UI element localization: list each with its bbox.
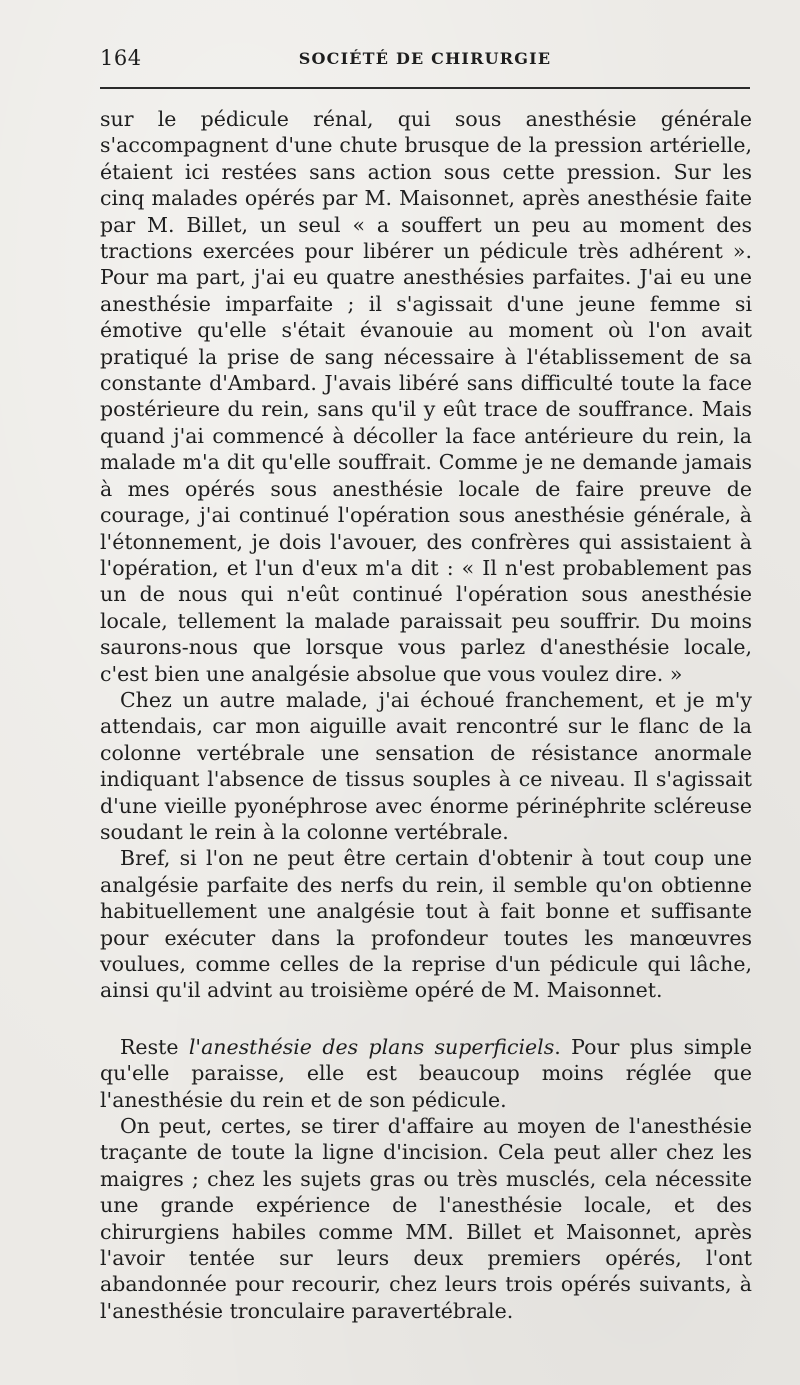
running-title: SOCIÉTÉ DE CHIRURGIE [298,49,552,68]
paragraph-summary: Bref, si l'on ne peut être certain d'obtenir à tout coup une analgésie parfaite des nerfs du rein, il semble qu'on obtienne habituellement une analgésie tout à fait bonne et suffisante pour exécuter dans la profondeur toutes les manœuvres voulues, comme celles de la reprise d'un pédicule qui lâche, ainsi qu'il advint au troisième opéré de M. Maisonnet. [100,846,752,1003]
page-number: 164 [100,46,142,70]
italic-term: l'anesthésie des plans superficiels [188,1034,555,1059]
section-gap [100,1004,752,1034]
paragraph-lead: Reste [120,1034,189,1059]
paragraph-rest: . Pour plus simple qu'elle paraisse, elle est beaucoup moins réglée que l'anesthésie du rein et de son pédicule. [100,1034,752,1112]
page-header [100,44,750,74]
body-text [100,106,752,1324]
paragraph-failure-case: Chez un autre malade, j'ai échoué franchement, et je m'y attendais, car mon aiguille avait rencontré sur le flanc de la colonne vertébrale une sensation de résistance anormale indiquant l'absence de tissus souples à ce niveau. Il s'agissait d'une vieille pyonéphrose avec énorme périnéphrite scléreuse soudant le rein à la colonne vertébrale. [100,687,752,844]
paragraph-incision-anesthesia: On peut, certes, se tirer d'affaire au moyen de l'anesthésie traçante de toute la ligne d'incision. Cela peut aller chez les maigres ; chez les sujets gras ou très musclés, cela nécessite une grande expérience de l'anesthésie locale, et des chirurgiens habiles comme MM. Billet et Maisonnet, après l'avoir tentée sur leurs deux premiers opérés, l'ont abandonnée pour recourir, chez leurs trois opérés suivants, à l'anesthésie tronculaire paravertébrale. [100,1114,752,1323]
header-rule [100,87,750,89]
paragraph-superficial-planes [100,1034,752,1113]
paragraph-continuation: sur le pédicule rénal, qui sous anesthésie générale s'accompagnent d'une chute brusque de la pression artérielle, étaient ici restées sans action sous cette pression. Sur les cinq malades opérés par M. Maisonnet, après anesthésie faite par M. Billet, un seul « a souffert un peu au moment des tractions exercées pour libérer un pédicule très adhérent ». Pour ma part, j'ai eu quatre anesthésies parfaites. J'ai eu une anesthésie imparfaite ; il s'agissait d'une jeune femme si émotive qu'elle s'était évanouie au moment où l'on avait pratiqué la prise de sang nécessaire à l'établissement de sa constante d'Ambard. J'avais libéré sans difficulté toute la face postérieure du rein, sans qu'il y eût trace de souffrance. Mais quand j'ai commencé à décoller la face antérieure du rein, la malade m'a dit qu'elle souffrait. Comme je ne demande jamais à mes opérés sous anesthésie locale de faire preuve de courage, j'ai continué l'opération sous anesthésie générale, à l'étonnement, je dois l'avouer, des confrères qui assistaient à l'opération, et l'un d'eux m'a dit : « Il n'est probablement pas un de nous qui n'eût continué l'opération sous anesthésie locale, tellement la malade paraissait peu souffrir. Du moins saurons-nous que lorsque vous parlez d'anesthésie locale, c'est bien une analgésie absolue que vous voulez dire. » [100,107,752,686]
